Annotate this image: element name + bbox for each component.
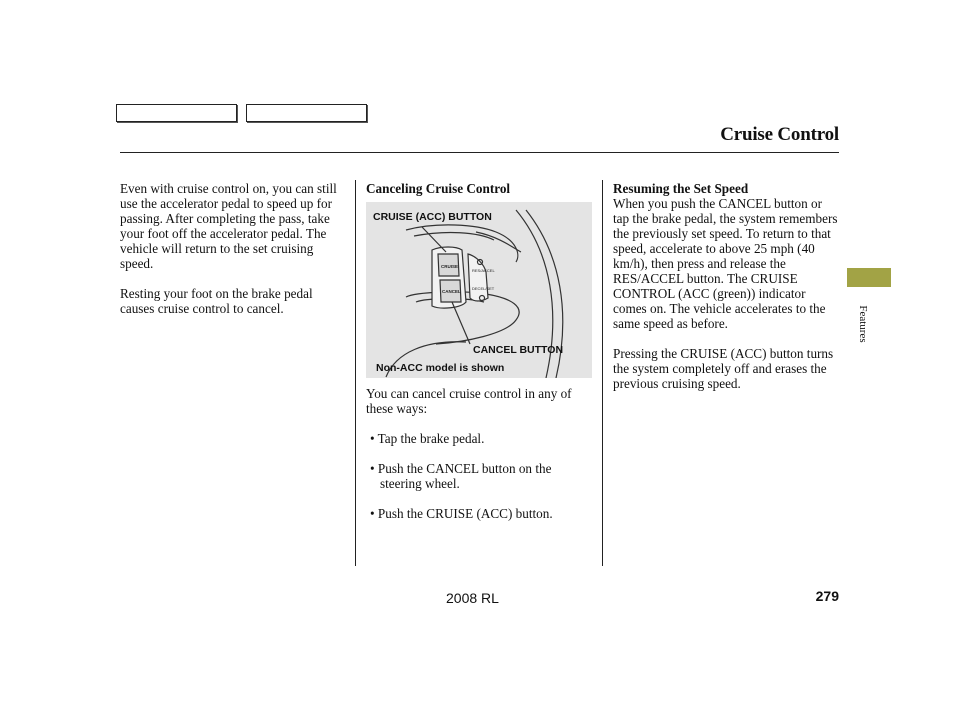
page-number: 279	[815, 588, 839, 604]
nav-box-next[interactable]	[246, 104, 367, 122]
list-item: • Push the CRUISE (ACC) button.	[370, 506, 553, 521]
paragraph: When you push the CANCEL button or tap the brake pedal, the system remembers the previously set speed. To return to that speed, accelerate to above 25 mph (40 km/h), then press and release the RES/ACCEL button. The CRUISE CONTROL (ACC (green)) indicator comes on. The vehicle accelerates to the same speed as before.	[613, 196, 838, 331]
column-divider	[602, 180, 603, 566]
column-right	[613, 181, 841, 391]
section-tab-label: Features	[857, 305, 869, 343]
paragraph: You can cancel cruise control in any of these ways:	[366, 386, 572, 416]
paragraph: Pressing the CRUISE (ACC) button turns the system completely off and erases the previous cruising speed.	[613, 346, 834, 391]
res-accel-label: RES/ACCEL	[472, 268, 495, 273]
title-divider	[120, 152, 839, 153]
section-tab[interactable]	[847, 268, 891, 287]
nav-box-previous[interactable]	[116, 104, 237, 122]
column-middle	[366, 181, 594, 521]
figure-caption: Non-ACC model is shown	[376, 362, 505, 374]
paragraph: Resting your foot on the brake pedal causes cruise control to cancel.	[120, 286, 313, 316]
footer-model: 2008 RL	[446, 590, 499, 606]
list-item: • Tap the brake pedal.	[370, 431, 485, 446]
cruise-button-callout: CRUISE (ACC) BUTTON	[373, 211, 492, 223]
column-divider	[355, 180, 356, 566]
decel-set-label: DECEL/SET	[472, 286, 495, 291]
section-heading: Canceling Cruise Control	[366, 181, 511, 196]
list-item: • Push the CANCEL button on the steering wheel.	[370, 461, 552, 491]
column-left	[120, 181, 348, 316]
page-title: Cruise Control	[720, 124, 839, 145]
cancel-button-label: CANCEL	[442, 289, 461, 294]
steering-wheel-figure	[366, 202, 592, 378]
cruise-button-label: CRUISE	[441, 264, 459, 269]
section-heading: Resuming the Set Speed	[613, 181, 749, 196]
cancel-button-callout: CANCEL BUTTON	[473, 344, 564, 356]
paragraph: Even with cruise control on, you can still use the accelerator pedal to speed up for passing. After completing the pass, take your foot off the accelerator pedal. The vehicle will return to the set cruising speed.	[120, 181, 337, 271]
